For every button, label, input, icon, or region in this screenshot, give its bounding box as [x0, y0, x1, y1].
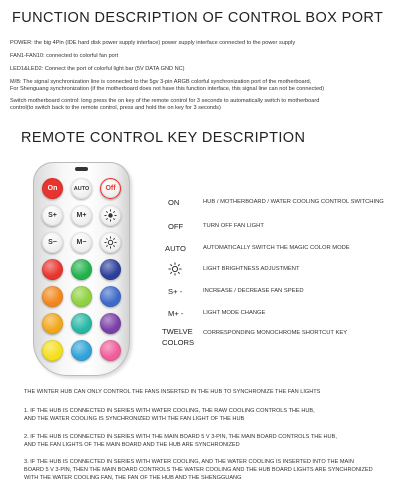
note-2a: 2. IF THE HUB IS CONNECTED IN SERIES WITH THE MAIN BOARD 5 V 3-PIN, THE MAIN BOARD CONTROLS THE HUB, [24, 434, 337, 440]
led-line: LED1&LED2: Connect the port of colorful light bar (5V DATA GND NC) [10, 66, 185, 72]
speed-up-button[interactable] [42, 205, 63, 226]
switch-line-2: control(to switch back to the remote control, press and hold the on key for 3 seconds) [10, 105, 221, 111]
color-green-button[interactable] [71, 259, 92, 280]
brightness-key-icon [168, 262, 182, 281]
fan-line: FAN1-FAN10: connected to colorful fan port [10, 53, 119, 59]
power-line: POWER: the big 4Pin (IDE hard disk power supply interface) power supply interface connected to the power supply [10, 40, 296, 46]
auto-label: AUTO [73, 185, 90, 192]
key-speed: S+ - [168, 287, 183, 296]
mode-down-button[interactable] [71, 232, 92, 253]
remote-control [33, 162, 130, 376]
auto-button[interactable] [71, 178, 92, 199]
off-button[interactable] [100, 178, 121, 199]
mode-up-button[interactable] [71, 205, 92, 226]
desc-off: TURN OFF FAN LIGHT [203, 223, 264, 229]
key-colors: COLORS [162, 338, 195, 347]
notes-block [24, 389, 400, 497]
desc-colors: CORRESPONDING MONOCHROME SHORTCUT KEY [203, 330, 348, 336]
color-lime-button[interactable] [71, 286, 92, 307]
section-title-remote: REMOTE CONTROL KEY DESCRIPTION [21, 130, 306, 146]
desc-mode: LIGHT MODE CHANGE [203, 310, 266, 316]
note-3b: BOARD 5 V 3-PIN, THEN THE MAIN BOARD CONTROLS THE WATER COOLING AND THE HUB BOARD LIGHTS ARE SYNCHRONIZED [24, 467, 373, 473]
note-1a: 1. IF THE HUB IS CONNECTED IN SERIES WITH WATER COOLING, THE RAW COOLING CONTROLS THE HUB, [24, 408, 315, 414]
ir-window [75, 167, 88, 171]
key-auto: AUTO [165, 244, 186, 253]
color-teal-button[interactable] [71, 313, 92, 334]
section-title-ports: FUNCTION DESCRIPTION OF CONTROL BOX PORT [12, 10, 384, 26]
desc-auto: AUTOMATICALLY SWITCH THE MAGIC COLOR MODE [203, 245, 350, 251]
mb-line-1: M/B: The signal synchronization line is connected to the 5gv 3-pin ARGB colorful synchronization port of the motherboard, [10, 79, 312, 85]
key-off: OFF [168, 222, 184, 231]
note-2b: AND THE FAN LIGHTS OF THE MAIN BOARD AND THE HUB ARE SYNCHRONIZED [24, 442, 240, 448]
note-3a: 3. IF THE HUB IS CONNECTED IN SERIES WITH WATER COOLING, AND THE WATER COOLING IS INSERTED INTO THE MAIN [24, 459, 354, 465]
note-3c: WITH THE WATER COOLING FAN, THE FAN OF THE HUB AND THE SHENGGUANG [24, 475, 242, 481]
note-1b: AND THE WATER COOLING IS SYNCHRONIZED WITH THE FAN LIGHT OF THE HUB [24, 416, 245, 422]
color-cyan-button[interactable] [71, 340, 92, 361]
key-mode: M+ - [168, 309, 184, 318]
mb-line-2: For Shenguang synchronization (if the motherboard does not have this function interface, this signal line can not be connected) [10, 86, 325, 92]
desc-brightness: LIGHT BRIGHTNESS ADJUSTMENT [203, 266, 300, 272]
color-yellow-button[interactable] [42, 340, 63, 361]
key-twelve: TWELVE [162, 327, 193, 336]
notes-intro: THE WINTER HUB CAN ONLY CONTROL THE FANS INSERTED IN THE HUB TO SYNCHRONIZE THE FAN LIGHTS [24, 389, 321, 395]
brightness-up-button[interactable] [100, 205, 121, 226]
desc-on: HUB / MOTHERBOARD / WATER COOLING CONTROL SWITCHING [203, 199, 384, 205]
color-pink-button[interactable] [100, 340, 121, 361]
key-on: ON [168, 198, 180, 207]
color-red-button[interactable] [42, 259, 63, 280]
color-royal-blue-button[interactable] [100, 286, 121, 307]
on-label: On [47, 185, 58, 192]
color-amber-button[interactable] [42, 313, 63, 334]
color-purple-button[interactable] [100, 313, 121, 334]
sminus-label: S− [48, 239, 57, 246]
brightness-up-icon [104, 209, 117, 222]
off-label: Off [105, 185, 116, 192]
color-blue-button[interactable] [100, 259, 121, 280]
mminus-label: M− [76, 239, 87, 246]
port-description-block [10, 40, 400, 120]
on-button[interactable] [42, 178, 63, 199]
color-orange-button[interactable] [42, 286, 63, 307]
desc-speed: INCREASE / DECREASE FAN SPEED [203, 288, 304, 294]
switch-line-1: Switch motherboard control: long press the on key of the remote control for 3 seconds to automatically switch to motherboard [10, 98, 320, 104]
brightness-down-button[interactable] [100, 232, 121, 253]
splus-label: S+ [48, 212, 57, 219]
brightness-down-icon [104, 236, 117, 249]
speed-down-button[interactable] [42, 232, 63, 253]
mplus-label: M+ [76, 212, 87, 219]
